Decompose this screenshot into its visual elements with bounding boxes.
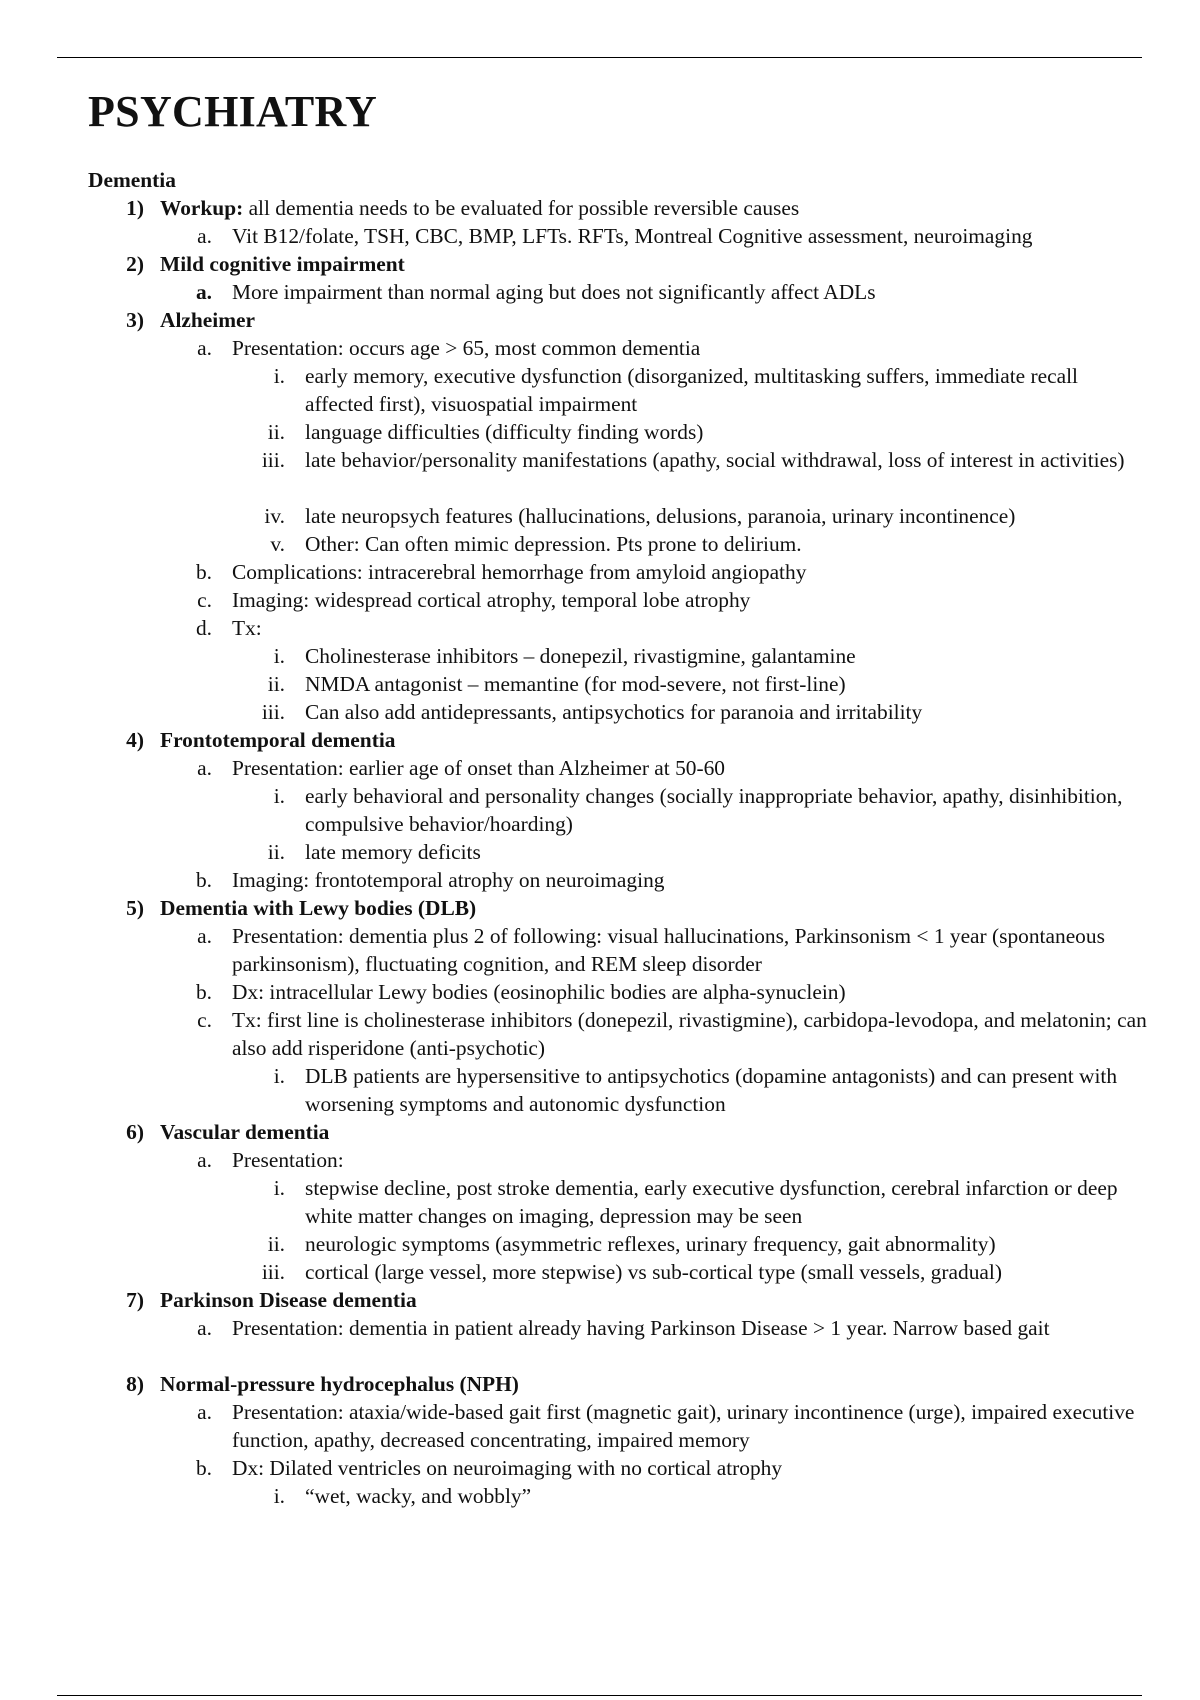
list-item — [88, 194, 1148, 222]
list-marker: 2) — [126, 252, 144, 276]
item-text: Can also add antidepressants, antipsychotics for paranoia and irritability — [305, 700, 923, 724]
list-marker: ii. — [267, 1232, 285, 1256]
list-marker: ii. — [267, 840, 285, 864]
item-text: language difficulties (difficulty finding words) — [305, 420, 704, 444]
list-item — [88, 866, 1148, 894]
item-text: Presentation: occurs age > 65, most common dementia — [232, 336, 701, 360]
list-item — [88, 586, 1148, 614]
item-text: “wet, wacky, and wobbly” — [305, 1484, 532, 1508]
list-marker: a. — [197, 924, 212, 948]
item-label: Vascular dementia — [160, 1120, 330, 1144]
list-marker: 5) — [126, 896, 144, 920]
item-label: Dementia with Lewy bodies (DLB) — [160, 896, 477, 920]
item-text: Presentation: earlier age of onset than Alzheimer at 50-60 — [232, 756, 725, 780]
item-text: stepwise decline, post stroke dementia, early executive dysfunction, cerebral infarction or deep white matter changes on imaging, depression may be seen — [305, 1176, 1118, 1228]
list-marker: d. — [195, 616, 212, 640]
list-marker: b. — [195, 1456, 212, 1480]
list-item — [88, 446, 1148, 502]
list-marker: 6) — [126, 1120, 144, 1144]
list-item — [88, 502, 1148, 530]
list-item — [88, 222, 1148, 250]
list-marker: i. — [273, 1064, 285, 1088]
list-item — [88, 1454, 1148, 1482]
list-item — [88, 1118, 1148, 1146]
list-marker: a. — [197, 1400, 212, 1424]
item-text: Presentation: — [232, 1148, 344, 1172]
list-item — [88, 1258, 1148, 1286]
list-item — [88, 726, 1148, 754]
list-marker: a. — [197, 336, 212, 360]
item-text: Complications: intracerebral hemorrhage from amyloid angiopathy — [232, 560, 807, 584]
list-marker: 1) — [126, 196, 144, 220]
item-label: Alzheimer — [160, 308, 256, 332]
list-marker: iii. — [261, 700, 285, 724]
list-item — [88, 558, 1148, 586]
item-text: early memory, executive dysfunction (disorganized, multitasking suffers, immediate recall affected first), visuospatial impairment — [305, 364, 1078, 416]
item-text: late neuropsych features (hallucinations, delusions, paranoia, urinary incontinence) — [305, 504, 1016, 528]
item-text: NMDA antagonist – memantine (for mod-severe, not first-line) — [305, 672, 846, 696]
list-marker: 7) — [126, 1288, 144, 1312]
item-label: Parkinson Disease dementia — [160, 1288, 417, 1312]
item-text: late behavior/personality manifestations (apathy, social withdrawal, loss of interest in activities) — [305, 448, 1125, 472]
list-item — [88, 1286, 1148, 1314]
list-item — [88, 362, 1148, 418]
item-label: Frontotemporal dementia — [160, 728, 396, 752]
notes-content — [88, 166, 1148, 1510]
list-item — [88, 754, 1148, 782]
list-marker: v. — [270, 532, 285, 556]
item-label: Mild cognitive impairment — [160, 252, 405, 276]
item-text: Other: Can often mimic depression. Pts prone to delirium. — [305, 532, 802, 556]
list-item — [88, 1174, 1148, 1230]
list-marker: a. — [195, 280, 212, 304]
list-item — [88, 418, 1148, 446]
page-title: PSYCHIATRY — [88, 87, 378, 136]
list-item — [88, 922, 1148, 978]
list-marker: a. — [197, 756, 212, 780]
list-marker: iii. — [261, 1260, 285, 1284]
list-marker: b. — [195, 980, 212, 1004]
list-item — [88, 278, 1148, 306]
item-text: DLB patients are hypersensitive to antipsychotics (dopamine antagonists) and can present with worsening symptoms and autonomic dysfunction — [305, 1064, 1118, 1116]
item-text: Vit B12/folate, TSH, CBC, BMP, LFTs. RFTs, Montreal Cognitive assessment, neuroimaging — [232, 224, 1033, 248]
list-marker: i. — [273, 1176, 285, 1200]
list-marker: i. — [273, 364, 285, 388]
item-text: Imaging: widespread cortical atrophy, temporal lobe atrophy — [232, 588, 751, 612]
item-text: neurologic symptoms (asymmetric reflexes, urinary frequency, gait abnormality) — [305, 1232, 996, 1256]
list-item — [88, 1398, 1148, 1454]
list-item — [88, 1370, 1148, 1398]
item-text: Tx: — [232, 616, 262, 640]
list-item — [88, 838, 1148, 866]
top-rule — [57, 57, 1142, 58]
list-item — [88, 782, 1148, 838]
item-text: Dx: Dilated ventricles on neuroimaging with no cortical atrophy — [232, 1456, 783, 1480]
list-marker: b. — [195, 560, 212, 584]
item-text: early behavioral and personality changes (socially inappropriate behavior, apathy, disinhibition, compulsive behavior/hoarding) — [305, 784, 1123, 836]
list-item — [88, 642, 1148, 670]
list-marker: a. — [197, 1316, 212, 1340]
list-marker: 3) — [126, 308, 144, 332]
item-text: Cholinesterase inhibitors – donepezil, rivastigmine, galantamine — [305, 644, 856, 668]
list-item — [88, 1146, 1148, 1174]
list-marker: 4) — [126, 728, 144, 752]
item-text: Dx: intracellular Lewy bodies (eosinophilic bodies are alpha-synuclein) — [232, 980, 846, 1004]
list-marker: i. — [273, 644, 285, 668]
item-text: late memory deficits — [305, 840, 481, 864]
list-marker: 8) — [126, 1372, 144, 1396]
list-marker: iv. — [264, 504, 285, 528]
list-item — [88, 334, 1148, 362]
list-marker: c. — [197, 1008, 212, 1032]
item-text: cortical (large vessel, more stepwise) vs sub-cortical type (small vessels, gradual) — [305, 1260, 1002, 1284]
list-item — [88, 1314, 1148, 1370]
item-text: Imaging: frontotemporal atrophy on neuroimaging — [232, 868, 665, 892]
list-item — [88, 1062, 1148, 1118]
item-text: Presentation: dementia plus 2 of following: visual hallucinations, Parkinsonism < 1 year (spontaneous parkinsonism), fluctuating cognition, and REM sleep disorder — [232, 924, 1105, 976]
list-item — [88, 530, 1148, 558]
item-text: Presentation: dementia in patient already having Parkinson Disease > 1 year. Narrow based gait — [232, 1316, 1050, 1340]
list-item — [88, 1230, 1148, 1258]
list-item — [88, 670, 1148, 698]
list-item — [88, 698, 1148, 726]
item-text: Tx: first line is cholinesterase inhibitors (donepezil, rivastigmine), carbidopa-levodopa, and melatonin; can also add risperidone (anti-psychotic) — [232, 1008, 1147, 1060]
list-marker: iii. — [261, 448, 285, 472]
section-heading: Dementia — [88, 168, 176, 192]
list-item — [88, 1006, 1148, 1062]
list-item — [88, 894, 1148, 922]
item-text: Presentation: ataxia/wide-based gait first (magnetic gait), urinary incontinence (urge), impaired executive function, apathy, decreased concentrating, impaired memory — [232, 1400, 1135, 1452]
bottom-rule — [57, 1695, 1142, 1696]
item-label: Workup: — [160, 196, 244, 220]
item-text: More impairment than normal aging but does not significantly affect ADLs — [232, 280, 876, 304]
list-item — [88, 614, 1148, 642]
item-text: all dementia needs to be evaluated for possible reversible causes — [243, 196, 800, 220]
list-marker: i. — [273, 1484, 285, 1508]
item-label: Normal-pressure hydrocephalus (NPH) — [160, 1372, 519, 1396]
list-marker: c. — [197, 588, 212, 612]
list-marker: ii. — [267, 420, 285, 444]
list-marker: i. — [273, 784, 285, 808]
list-marker: b. — [195, 868, 212, 892]
list-item — [88, 978, 1148, 1006]
list-marker: a. — [197, 1148, 212, 1172]
list-marker: ii. — [267, 672, 285, 696]
list-item — [88, 250, 1148, 278]
list-item — [88, 1482, 1148, 1510]
list-item — [88, 306, 1148, 334]
list-marker: a. — [197, 224, 212, 248]
